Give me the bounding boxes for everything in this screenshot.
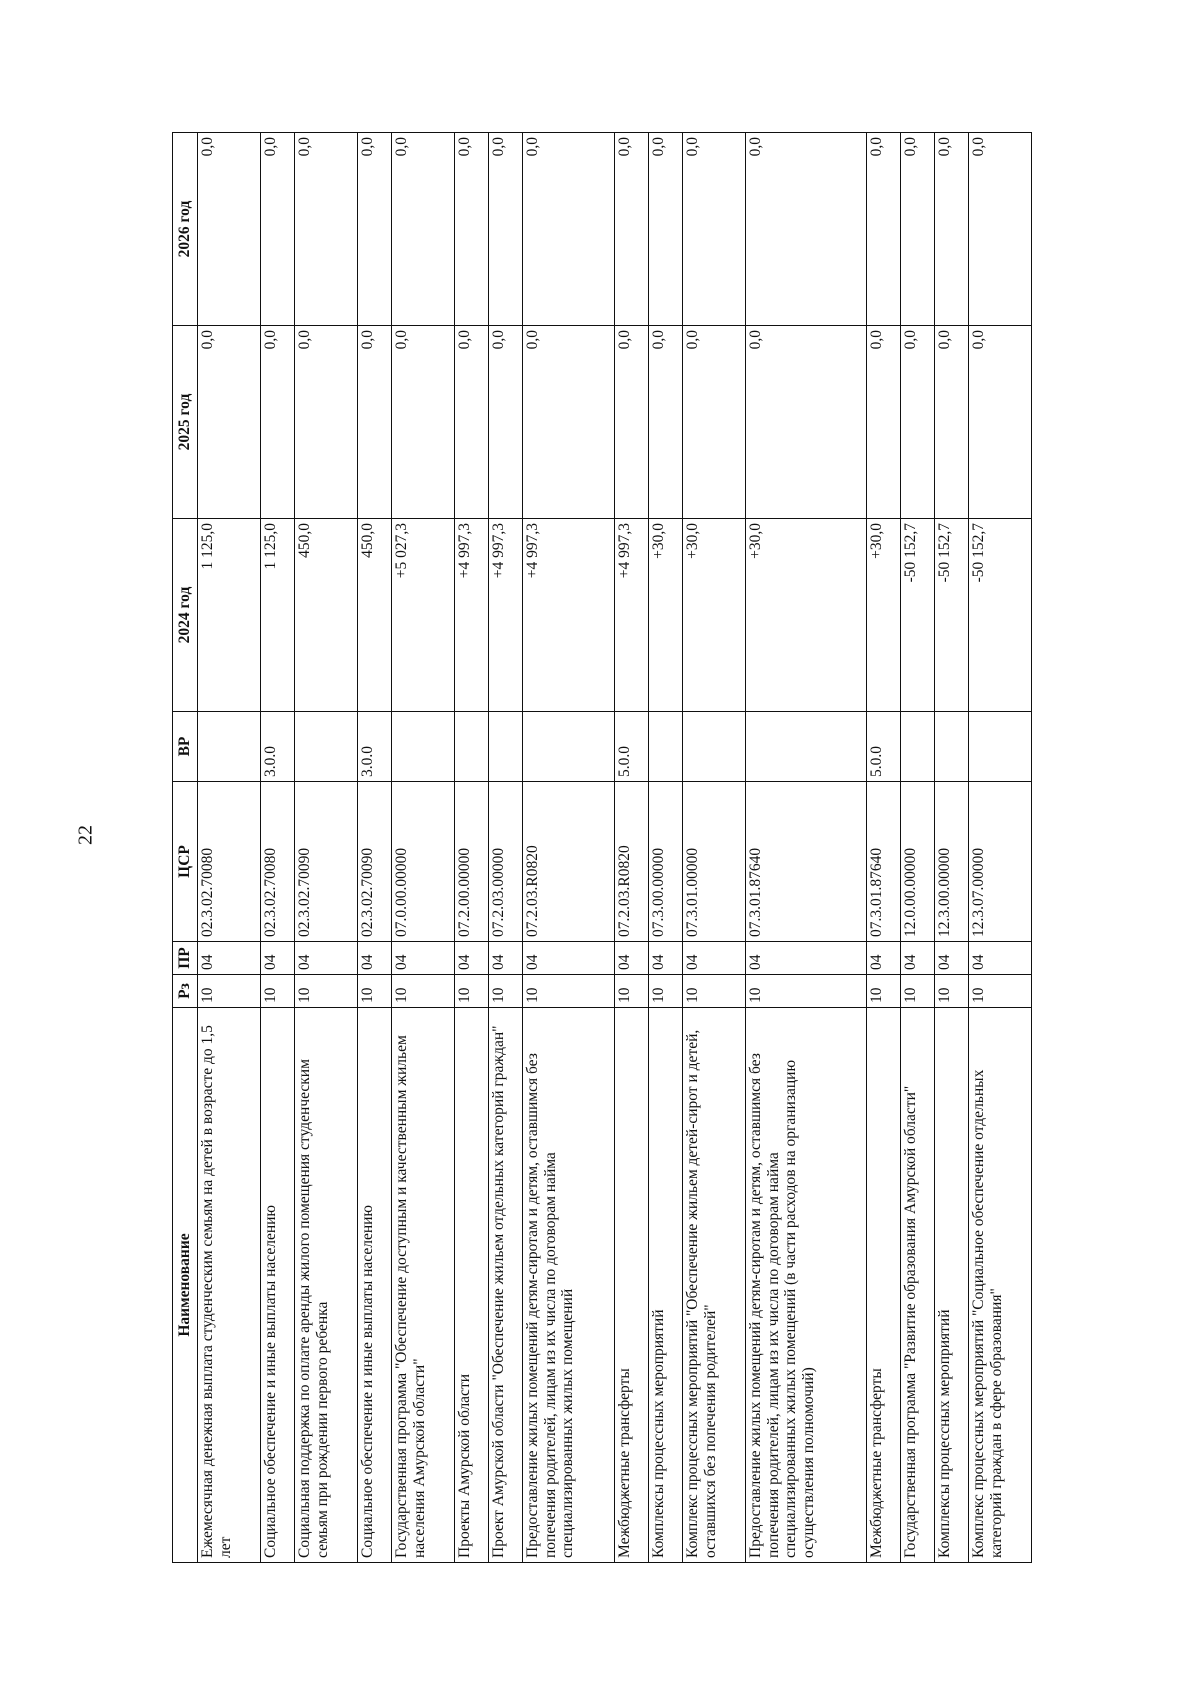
cell-name: Комплекс процессных мероприятий "Социальное обеспечение отдельных категорий граждан в сфере образования" — [968, 1008, 1031, 1563]
table-row — [866, 133, 900, 1563]
table-row — [357, 133, 391, 1563]
cell-2024: +4 997,3 — [614, 519, 648, 712]
cell-rz: 10 — [294, 975, 357, 1008]
header-2026: 2026 год — [173, 133, 198, 326]
table-row — [197, 133, 260, 1563]
cell-rz: 10 — [745, 975, 866, 1008]
cell-2024: 450,0 — [357, 519, 391, 712]
cell-2026: 0,0 — [614, 133, 648, 326]
cell-2025: 0,0 — [197, 326, 260, 519]
cell-name: Социальная поддержка по оплате аренды жилого помещения студенческим семьям при рождении первого ребенка — [294, 1008, 357, 1563]
cell-pr: 04 — [454, 942, 488, 975]
cell-2024: +30,0 — [682, 519, 745, 712]
cell-2024: 1 125,0 — [260, 519, 294, 712]
cell-2024: -50 152,7 — [968, 519, 1031, 712]
cell-pr: 04 — [745, 942, 866, 975]
cell-name: Государственная программа "Обеспечение доступным и качественным жильем населения Амурской области" — [391, 1008, 454, 1563]
header-vr: ВР — [173, 712, 198, 782]
cell-pr: 04 — [488, 942, 522, 975]
cell-2025: 0,0 — [648, 326, 682, 519]
cell-2026: 0,0 — [357, 133, 391, 326]
cell-2025: 0,0 — [454, 326, 488, 519]
cell-name: Предоставление жилых помещений детям-сиротам и детям, оставшимся без попечения родителей, лицам из их числа по договорам найма специализированных жилых помещений (в части расходов на организацию осуществления полномочий) — [745, 1008, 866, 1563]
cell-pr: 04 — [614, 942, 648, 975]
cell-rz: 10 — [900, 975, 934, 1008]
cell-vr — [488, 712, 522, 782]
cell-2025: 0,0 — [357, 326, 391, 519]
cell-2025: 0,0 — [614, 326, 648, 519]
cell-2025: 0,0 — [934, 326, 968, 519]
cell-pr: 04 — [357, 942, 391, 975]
cell-pr: 04 — [391, 942, 454, 975]
header-rz: Рз — [173, 975, 198, 1008]
cell-name: Социальное обеспечение и иные выплаты населению — [357, 1008, 391, 1563]
cell-2026: 0,0 — [197, 133, 260, 326]
cell-name: Межбюджетные трансферты — [614, 1008, 648, 1563]
cell-csr: 02.3.02.70090 — [294, 782, 357, 942]
cell-rz: 10 — [866, 975, 900, 1008]
cell-pr: 04 — [522, 942, 614, 975]
cell-csr: 07.3.00.00000 — [648, 782, 682, 942]
cell-2024: -50 152,7 — [934, 519, 968, 712]
cell-2025: 0,0 — [488, 326, 522, 519]
table-row — [682, 133, 745, 1563]
cell-vr — [682, 712, 745, 782]
cell-csr: 12.3.00.00000 — [934, 782, 968, 942]
cell-2024: +5 027,3 — [391, 519, 454, 712]
cell-vr — [934, 712, 968, 782]
cell-vr — [968, 712, 1031, 782]
cell-2026: 0,0 — [900, 133, 934, 326]
cell-rz: 10 — [522, 975, 614, 1008]
cell-vr: 3.0.0 — [357, 712, 391, 782]
cell-2025: 0,0 — [866, 326, 900, 519]
cell-rz: 10 — [614, 975, 648, 1008]
cell-pr: 04 — [968, 942, 1031, 975]
cell-2024: 450,0 — [294, 519, 357, 712]
cell-csr: 07.0.00.00000 — [391, 782, 454, 942]
cell-2026: 0,0 — [745, 133, 866, 326]
cell-name: Ежемесячная денежная выплата студенческим семьям на детей в возрасте до 1,5 лет — [197, 1008, 260, 1563]
header-name: Наименование — [173, 1008, 198, 1563]
cell-rz: 10 — [934, 975, 968, 1008]
table-header-row — [173, 133, 198, 1563]
cell-csr: 07.2.00.00000 — [454, 782, 488, 942]
cell-2024: +4 997,3 — [454, 519, 488, 712]
cell-2024: -50 152,7 — [900, 519, 934, 712]
cell-vr — [391, 712, 454, 782]
cell-2025: 0,0 — [968, 326, 1031, 519]
cell-name: Комплексы процессных мероприятий — [648, 1008, 682, 1563]
cell-2026: 0,0 — [648, 133, 682, 326]
cell-rz: 10 — [488, 975, 522, 1008]
cell-2026: 0,0 — [260, 133, 294, 326]
cell-vr — [294, 712, 357, 782]
table-row — [648, 133, 682, 1563]
table-row — [488, 133, 522, 1563]
cell-2026: 0,0 — [866, 133, 900, 326]
cell-2026: 0,0 — [934, 133, 968, 326]
cell-vr: 5.0.0 — [614, 712, 648, 782]
header-pr: ПР — [173, 942, 198, 975]
cell-name: Комплекс процессных мероприятий "Обеспечение жильем детей-сирот и детей, оставшихся без попечения родителей" — [682, 1008, 745, 1563]
cell-csr: 12.0.00.00000 — [900, 782, 934, 942]
cell-name: Государственная программа "Развитие образования Амурской области" — [900, 1008, 934, 1563]
table-row — [934, 133, 968, 1563]
cell-name: Комплексы процессных мероприятий — [934, 1008, 968, 1563]
cell-2026: 0,0 — [968, 133, 1031, 326]
cell-2026: 0,0 — [488, 133, 522, 326]
cell-rz: 10 — [357, 975, 391, 1008]
cell-rz: 10 — [391, 975, 454, 1008]
cell-vr: 5.0.0 — [866, 712, 900, 782]
cell-name: Проекты Амурской области — [454, 1008, 488, 1563]
cell-name: Проект Амурской области "Обеспечение жильем отдельных категорий граждан" — [488, 1008, 522, 1563]
header-csr: ЦСР — [173, 782, 198, 942]
cell-csr: 07.3.01.87640 — [745, 782, 866, 942]
cell-rz: 10 — [682, 975, 745, 1008]
table-row — [968, 133, 1031, 1563]
cell-vr — [648, 712, 682, 782]
cell-vr — [522, 712, 614, 782]
cell-pr: 04 — [934, 942, 968, 975]
cell-2025: 0,0 — [522, 326, 614, 519]
cell-csr: 07.3.01.87640 — [866, 782, 900, 942]
cell-2025: 0,0 — [294, 326, 357, 519]
cell-vr: 3.0.0 — [260, 712, 294, 782]
cell-csr: 02.3.02.70080 — [260, 782, 294, 942]
table-row — [260, 133, 294, 1563]
cell-vr — [900, 712, 934, 782]
cell-vr — [745, 712, 866, 782]
cell-2026: 0,0 — [391, 133, 454, 326]
table-row — [614, 133, 648, 1563]
cell-2024: 1 125,0 — [197, 519, 260, 712]
cell-vr — [454, 712, 488, 782]
header-2025: 2025 год — [173, 326, 198, 519]
budget-table — [172, 132, 1032, 1563]
cell-pr: 04 — [197, 942, 260, 975]
cell-pr: 04 — [866, 942, 900, 975]
cell-pr: 04 — [900, 942, 934, 975]
cell-csr: 07.2.03.00000 — [488, 782, 522, 942]
cell-csr: 07.3.01.00000 — [682, 782, 745, 942]
cell-2026: 0,0 — [682, 133, 745, 326]
cell-2026: 0,0 — [454, 133, 488, 326]
cell-name: Социальное обеспечение и иные выплаты населению — [260, 1008, 294, 1563]
cell-name: Межбюджетные трансферты — [866, 1008, 900, 1563]
table-row — [294, 133, 357, 1563]
cell-2026: 0,0 — [522, 133, 614, 326]
cell-rz: 10 — [968, 975, 1031, 1008]
cell-2025: 0,0 — [745, 326, 866, 519]
table-row — [522, 133, 614, 1563]
cell-vr — [197, 712, 260, 782]
table-row — [391, 133, 454, 1563]
header-2024: 2024 год — [173, 519, 198, 712]
cell-pr: 04 — [294, 942, 357, 975]
cell-2024: +30,0 — [866, 519, 900, 712]
table-row — [745, 133, 866, 1563]
cell-2024: +4 997,3 — [522, 519, 614, 712]
rotated-table-container — [172, 133, 1032, 1563]
cell-rz: 10 — [260, 975, 294, 1008]
table-row — [454, 133, 488, 1563]
page-number: 22 — [74, 825, 97, 845]
cell-csr: 07.2.03.R0820 — [614, 782, 648, 942]
cell-pr: 04 — [260, 942, 294, 975]
cell-pr: 04 — [648, 942, 682, 975]
cell-rz: 10 — [454, 975, 488, 1008]
cell-csr: 12.3.07.00000 — [968, 782, 1031, 942]
table-row — [900, 133, 934, 1563]
cell-2024: +30,0 — [648, 519, 682, 712]
cell-csr: 02.3.02.70080 — [197, 782, 260, 942]
cell-csr: 02.3.02.70090 — [357, 782, 391, 942]
cell-2025: 0,0 — [682, 326, 745, 519]
cell-rz: 10 — [197, 975, 260, 1008]
cell-2025: 0,0 — [900, 326, 934, 519]
cell-2024: +4 997,3 — [488, 519, 522, 712]
cell-2025: 0,0 — [391, 326, 454, 519]
cell-csr: 07.2.03.R0820 — [522, 782, 614, 942]
cell-2026: 0,0 — [294, 133, 357, 326]
cell-2024: +30,0 — [745, 519, 866, 712]
cell-2025: 0,0 — [260, 326, 294, 519]
cell-name: Предоставление жилых помещений детям-сиротам и детям, оставшимся без попечения родителей, лицам из их числа по договорам найма специализированных жилых помещений — [522, 1008, 614, 1563]
cell-pr: 04 — [682, 942, 745, 975]
cell-rz: 10 — [648, 975, 682, 1008]
